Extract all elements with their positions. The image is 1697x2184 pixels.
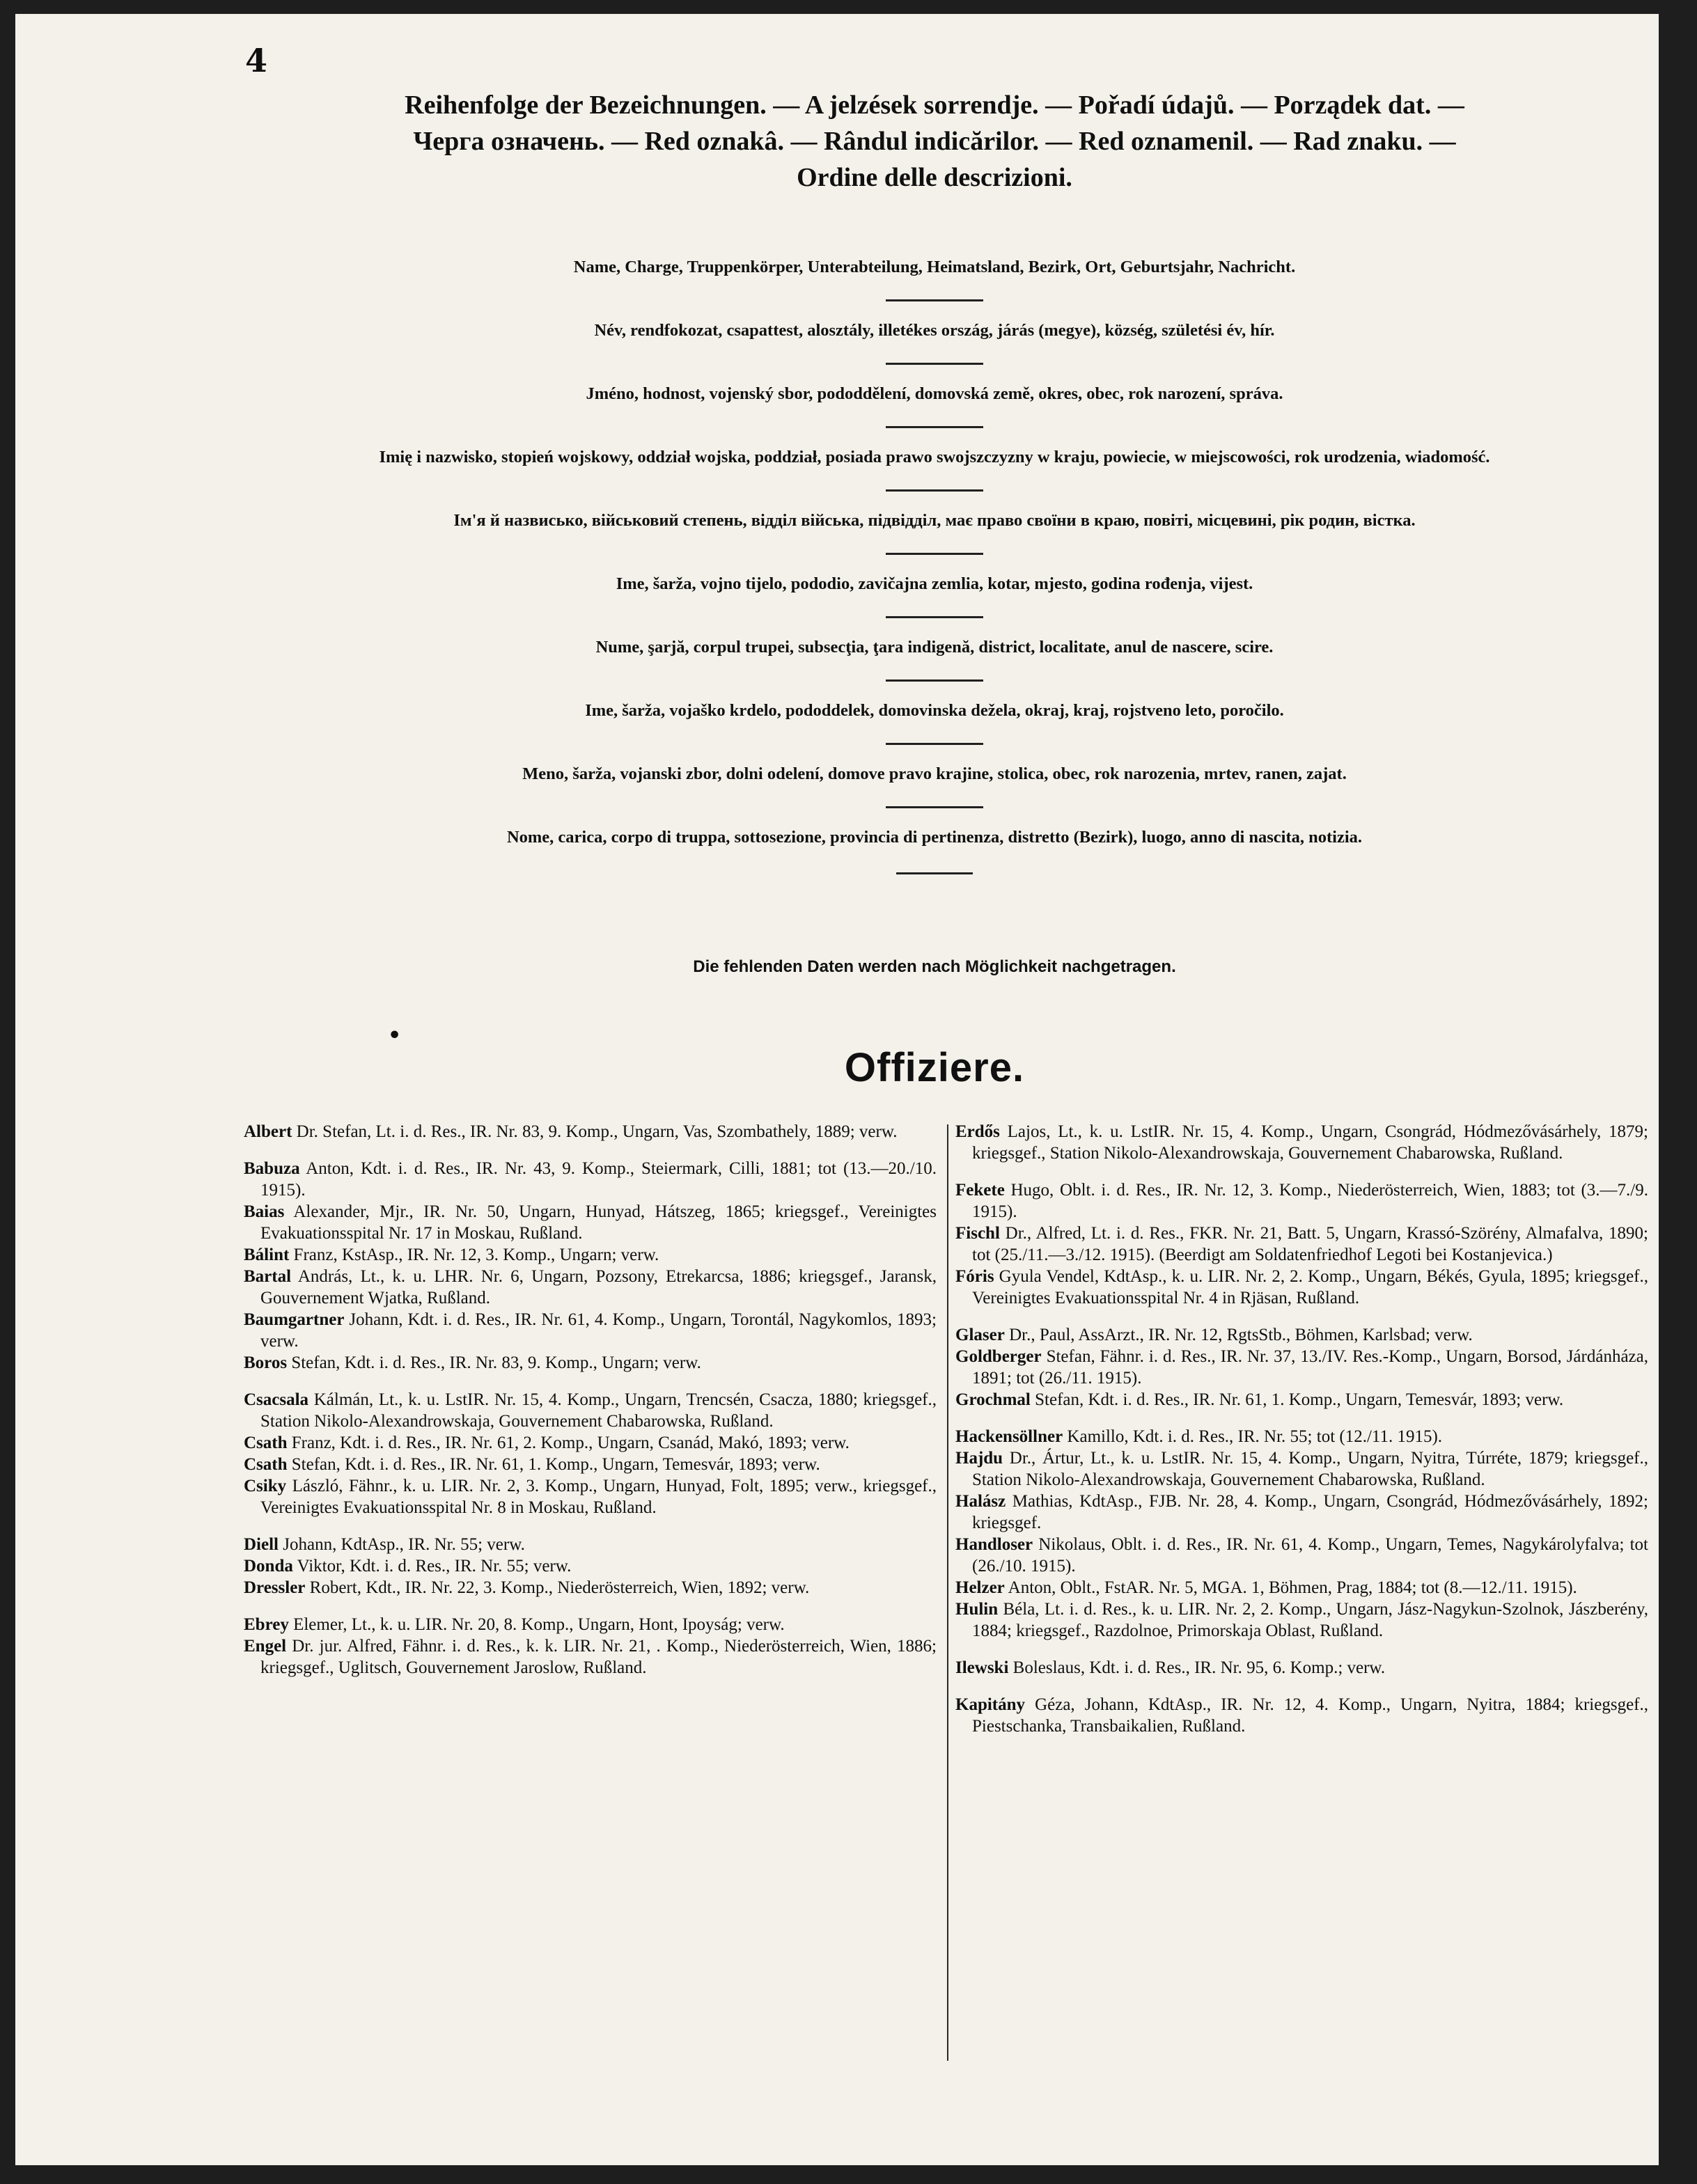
officer-entry xyxy=(955,1577,1648,1598)
officer-surname: Hackensöllner xyxy=(955,1427,1063,1446)
separator-rule xyxy=(886,426,983,428)
column-divider xyxy=(947,1124,948,2061)
description-slovene: Ime, šarža, vojaško krdelo, pododdelek, domovinska dežela, okraj, kraj, rojstveno leto, poročilo. xyxy=(585,701,1284,720)
officer-details: Lajos, Lt., k. u. LstIR. Nr. 15, 4. Komp., Ungarn, Csongrád, Hódmezővásárhely, 1879; kriegsgef., Station Nikolo-Alexandrowskaja, Gouvernement Chabarowska, Rußland. xyxy=(972,1122,1648,1163)
officer-surname: Dressler xyxy=(244,1578,306,1597)
separator-rule xyxy=(886,616,983,618)
officer-surname: Grochmal xyxy=(955,1390,1031,1409)
officer-surname: Csath xyxy=(244,1455,288,1474)
separator-rule xyxy=(886,743,983,745)
description-german: Name, Charge, Truppenkörper, Unterabteilung, Heimatsland, Bezirk, Ort, Geburtsjahr, Nachricht. xyxy=(573,258,1296,276)
officer-details: Stefan, Fähnr. i. d. Res., IR. Nr. 37, 13./IV. Res.-Komp., Ungarn, Borsod, Járdánháza, 1891; tot (26./11. 1915). xyxy=(972,1347,1648,1388)
description-czech: Jméno, hodnost, vojenský sbor, pododdělení, domovská země, okres, obec, rok narození, správa. xyxy=(586,384,1283,403)
officer-details: Viktor, Kdt. i. d. Res., IR. Nr. 55; verw. xyxy=(292,1557,572,1576)
officer-entry xyxy=(244,1635,937,1679)
officer-details: Alexander, Mjr., IR. Nr. 50, Ungarn, Hunyad, Hátszeg, 1865; kriegsgef., Vereinigtes Evakuationsspital Nr. 17 in Moskau, Rußland. xyxy=(260,1202,937,1243)
officer-surname: Albert xyxy=(244,1122,292,1141)
officer-entry xyxy=(244,1454,937,1475)
officer-entry xyxy=(955,1324,1648,1346)
officer-surname: Kapitány xyxy=(955,1695,1026,1714)
officer-details: Stefan, Kdt. i. d. Res., IR. Nr. 61, 1. Komp., Ungarn, Temesvár, 1893; verw. xyxy=(287,1455,820,1474)
officer-entry xyxy=(244,1158,937,1201)
officer-surname: Handloser xyxy=(955,1535,1033,1554)
officer-surname: Diell xyxy=(244,1535,279,1554)
document-page xyxy=(15,14,1659,2165)
description-italian: Nome, carica, corpo di truppa, sottosezione, provincia di pertinenza, distretto (Bezirk), luogo, anno di nascita, notizia. xyxy=(506,828,1363,847)
officer-entry xyxy=(955,1491,1648,1534)
separator-rule xyxy=(886,299,983,301)
officer-entry xyxy=(244,1309,937,1352)
officer-surname: Bálint xyxy=(244,1246,290,1264)
officer-entry xyxy=(244,1614,937,1635)
column-order-heading xyxy=(245,87,1624,196)
officer-details: Robert, Kdt., IR. Nr. 22, 3. Komp., Niederösterreich, Wien, 1892; verw. xyxy=(305,1578,810,1597)
officer-surname: Erdős xyxy=(955,1122,1000,1141)
missing-data-notice: Die fehlenden Daten werden nach Möglichkeit nachgetragen. xyxy=(693,957,1176,976)
officer-entry xyxy=(955,1179,1648,1223)
officer-entry xyxy=(955,1121,1648,1164)
officer-details: Johann, Kdt. i. d. Res., IR. Nr. 61, 4. Komp., Ungarn, Torontál, Nagykomlos, 1893; verw. xyxy=(260,1310,937,1351)
officer-surname: Fóris xyxy=(955,1267,994,1286)
officer-details: Dr., Paul, AssArzt., IR. Nr. 12, RgtsStb., Böhmen, Karlsbad; verw. xyxy=(1004,1326,1473,1344)
officer-surname: Boros xyxy=(244,1353,288,1372)
officer-details: Stefan, Kdt. i. d. Res., IR. Nr. 61, 1. Komp., Ungarn, Temesvár, 1893; verw. xyxy=(1030,1390,1564,1409)
separator-rule xyxy=(886,806,983,808)
officer-surname: Halász xyxy=(955,1492,1006,1511)
officer-details: Anton, Oblt., FstAR. Nr. 5, MGA. 1, Böhmen, Prag, 1884; tot (8.—12./11. 1915). xyxy=(1004,1578,1577,1597)
officer-surname: Hulin xyxy=(955,1600,999,1619)
officer-details: Anton, Kdt. i. d. Res., IR. Nr. 43, 9. Komp., Steiermark, Cilli, 1881; tot (13.—20./10. 1915). xyxy=(260,1159,937,1200)
officer-surname: Csacsala xyxy=(244,1390,309,1409)
officer-surname: Fekete xyxy=(955,1181,1005,1200)
officer-details: Kamillo, Kdt. i. d. Res., IR. Nr. 55; tot (12./11. 1915). xyxy=(1063,1427,1443,1446)
officer-entry xyxy=(244,1432,937,1454)
officer-details: Franz, Kdt. i. d. Res., IR. Nr. 61, 2. Komp., Ungarn, Csanád, Makó, 1893; verw. xyxy=(287,1433,850,1452)
section-title: Offiziere. xyxy=(844,1045,1025,1090)
officer-surname: Babuza xyxy=(244,1159,300,1178)
officer-surname: Engel xyxy=(244,1637,287,1656)
officer-surname: Ilewski xyxy=(955,1658,1009,1677)
officer-surname: Csath xyxy=(244,1433,288,1452)
officer-surname: Bartal xyxy=(244,1267,292,1286)
officer-entry xyxy=(244,1121,937,1142)
officer-surname: Baumgartner xyxy=(244,1310,345,1329)
description-croatian: Ime, šarža, vojno tijelo, pododio, zavičajna zemlia, kotar, mjesto, godina rođenja, vijest. xyxy=(616,574,1253,593)
page-number: 4 xyxy=(245,42,268,79)
officer-details: Hugo, Oblt. i. d. Res., IR. Nr. 12, 3. Komp., Niederösterreich, Wien, 1883; tot (3.—7./9. 1915). xyxy=(972,1181,1648,1221)
officer-surname: Glaser xyxy=(955,1326,1005,1344)
officer-entry xyxy=(955,1657,1648,1679)
left-column xyxy=(244,1121,937,1679)
separator-rule xyxy=(886,363,983,365)
heading-line: Reihenfolge der Bezeichnungen. — A jelzések sorrendje. — Pořadí údajů. — Porządek dat. — xyxy=(405,91,1464,120)
description-polish: Imię i nazwisko, stopień wojskowy, oddział wojska, poddział, posiada prawo swojszczyzny w kraju, powiecie, w miejscowości, rok urodzenia, wiadomość. xyxy=(379,448,1490,466)
description-hungarian: Név, rendfokozat, csapattest, alosztály, illetékes ország, járás (megye), község, születési év, hír. xyxy=(594,321,1275,340)
officer-entry xyxy=(955,1266,1648,1309)
officer-details: Béla, Lt. i. d. Res., k. u. LIR. Nr. 2, 2. Komp., Ungarn, Jász-Nagykun-Szolnok, Jászberény, 1884; kriegsgef., Razdolnoe, Primorskaja Oblast, Rußland. xyxy=(972,1600,1648,1640)
officer-details: Dr., Ártur, Lt., k. u. LstIR. Nr. 15, 4. Komp., Ungarn, Nyitra, Túrréte, 1879; kriegsgef., Station Nikolo-Alexandrowskaja, Gouvernement Chabarowska, Rußland. xyxy=(972,1449,1648,1489)
officer-entry xyxy=(244,1555,937,1577)
right-column xyxy=(955,1121,1648,1737)
officer-entry xyxy=(244,1352,937,1374)
officer-entry xyxy=(244,1201,937,1244)
officer-entry xyxy=(955,1389,1648,1411)
officer-details: Dr. jur. Alfred, Fähnr. i. d. Res., k. k. LIR. Nr. 21, . Komp., Niederösterreich, Wien, 1886; kriegsgef., Uglitsch, Gouvernement Jaroslow, Rußland. xyxy=(260,1637,937,1677)
description-slovak: Meno, šarža, vojanski zbor, dolni odelení, domove pravo krajine, stolica, obec, rok narozenia, mrtev, ranen, zajat. xyxy=(522,764,1347,783)
officer-details: Dr., Alfred, Lt. i. d. Res., FKR. Nr. 21, Batt. 5, Ungarn, Krassó-Szörény, Almafalva, 1890; tot (25./11.—3./12. 1915). (Beerdigt am Soldatenfriedhof Legoti bei Kostanjevica.) xyxy=(972,1224,1648,1264)
officer-entry xyxy=(244,1389,937,1432)
officer-details: Nikolaus, Oblt. i. d. Res., IR. Nr. 61, 4. Komp., Ungarn, Temes, Nagykárolyfalva; tot (26./10. 1915). xyxy=(972,1535,1648,1576)
officer-entry xyxy=(955,1694,1648,1737)
officer-entry xyxy=(955,1447,1648,1491)
officer-details: András, Lt., k. u. LHR. Nr. 6, Ungarn, Pozsony, Etrekarcsa, 1886; kriegsgef., Jaransk, Gouvernement Wjatka, Rußland. xyxy=(260,1267,937,1307)
officer-entry xyxy=(955,1426,1648,1447)
officer-entry xyxy=(244,1244,937,1266)
separator-rule xyxy=(896,872,973,874)
officer-details: Johann, KdtAsp., IR. Nr. 55; verw. xyxy=(279,1535,525,1554)
officer-surname: Csiky xyxy=(244,1477,287,1495)
officer-entry xyxy=(244,1534,937,1555)
officer-surname: Ebrey xyxy=(244,1615,289,1634)
heading-line: Ordine delle descrizioni. xyxy=(797,163,1072,192)
officer-entry xyxy=(955,1598,1648,1642)
officer-entry xyxy=(955,1534,1648,1577)
officer-surname: Goldberger xyxy=(955,1347,1042,1366)
separator-rule xyxy=(886,489,983,492)
officer-surname: Baias xyxy=(244,1202,285,1221)
officer-details: Mathias, KdtAsp., FJB. Nr. 28, 4. Komp., Ungarn, Csongrád, Hódmezővásárhely, 1892; kriegsgef. xyxy=(972,1492,1648,1532)
officer-surname: Hajdu xyxy=(955,1449,1003,1468)
separator-rule xyxy=(886,553,983,555)
field-descriptions xyxy=(245,256,1624,874)
officer-entry xyxy=(955,1223,1648,1266)
description-romanian: Nume, şarjă, corpul trupei, subsecţia, ţara indigenă, district, localitate, anul de nascere, scire. xyxy=(595,638,1274,657)
description-ukrainian: Ім'я й назвисько, військовий степень, відділ війська, підвідділ, має право своїни в краю, повіті, місцевині, рік родин, вістка. xyxy=(453,511,1416,530)
officer-entry xyxy=(244,1577,937,1598)
officer-details: Géza, Johann, KdtAsp., IR. Nr. 12, 4. Komp., Ungarn, Nyitra, 1884; kriegsgef., Piestschanka, Transbaikalien, Rußland. xyxy=(972,1695,1648,1736)
officer-details: Franz, KstAsp., IR. Nr. 12, 3. Komp., Ungarn; verw. xyxy=(289,1246,659,1264)
officer-details: Elemer, Lt., k. u. LIR. Nr. 20, 8. Komp., Ungarn, Hont, Ipoyság; verw. xyxy=(288,1615,785,1634)
officer-details: László, Fähnr., k. u. LIR. Nr. 2, 3. Komp., Ungarn, Hunyad, Folt, 1895; verw., kriegsgef., Vereinigtes Evakuationsspital Nr. 8 in Moskau, Rußland. xyxy=(260,1477,937,1517)
officer-details: Stefan, Kdt. i. d. Res., IR. Nr. 83, 9. Komp., Ungarn; verw. xyxy=(287,1353,701,1372)
officer-details: Dr. Stefan, Lt. i. d. Res., IR. Nr. 83, 9. Komp., Ungarn, Vas, Szombathely, 1889; verw. xyxy=(292,1122,898,1141)
officer-entry xyxy=(244,1475,937,1518)
separator-rule xyxy=(886,679,983,682)
officer-surname: Fischl xyxy=(955,1224,1000,1243)
officer-entry xyxy=(955,1346,1648,1389)
officer-surname: Donda xyxy=(244,1557,293,1576)
bullet-mark: • xyxy=(388,1023,402,1048)
officer-details: Boleslaus, Kdt. i. d. Res., IR. Nr. 95, 6. Komp.; verw. xyxy=(1008,1658,1386,1677)
officer-details: Kálmán, Lt., k. u. LstIR. Nr. 15, 4. Komp., Ungarn, Trencsén, Csacza, 1880; kriegsgef., Station Nikolo-Alexandrowskaja, Gouvernement Chabarowska, Rußland. xyxy=(260,1390,937,1431)
officer-details: Gyula Vendel, KdtAsp., k. u. LIR. Nr. 2, 2. Komp., Ungarn, Békés, Gyula, 1895; kriegsgef., Vereinigtes Evakuationsspital Nr. 4 in Rjäsan, Rußland. xyxy=(972,1267,1648,1307)
officer-surname: Helzer xyxy=(955,1578,1005,1597)
heading-line: Черга означень. — Red oznakâ. — Rândul indicărilor. — Red oznamenil. — Rad znaku. — xyxy=(413,127,1456,156)
officer-entry xyxy=(244,1266,937,1309)
